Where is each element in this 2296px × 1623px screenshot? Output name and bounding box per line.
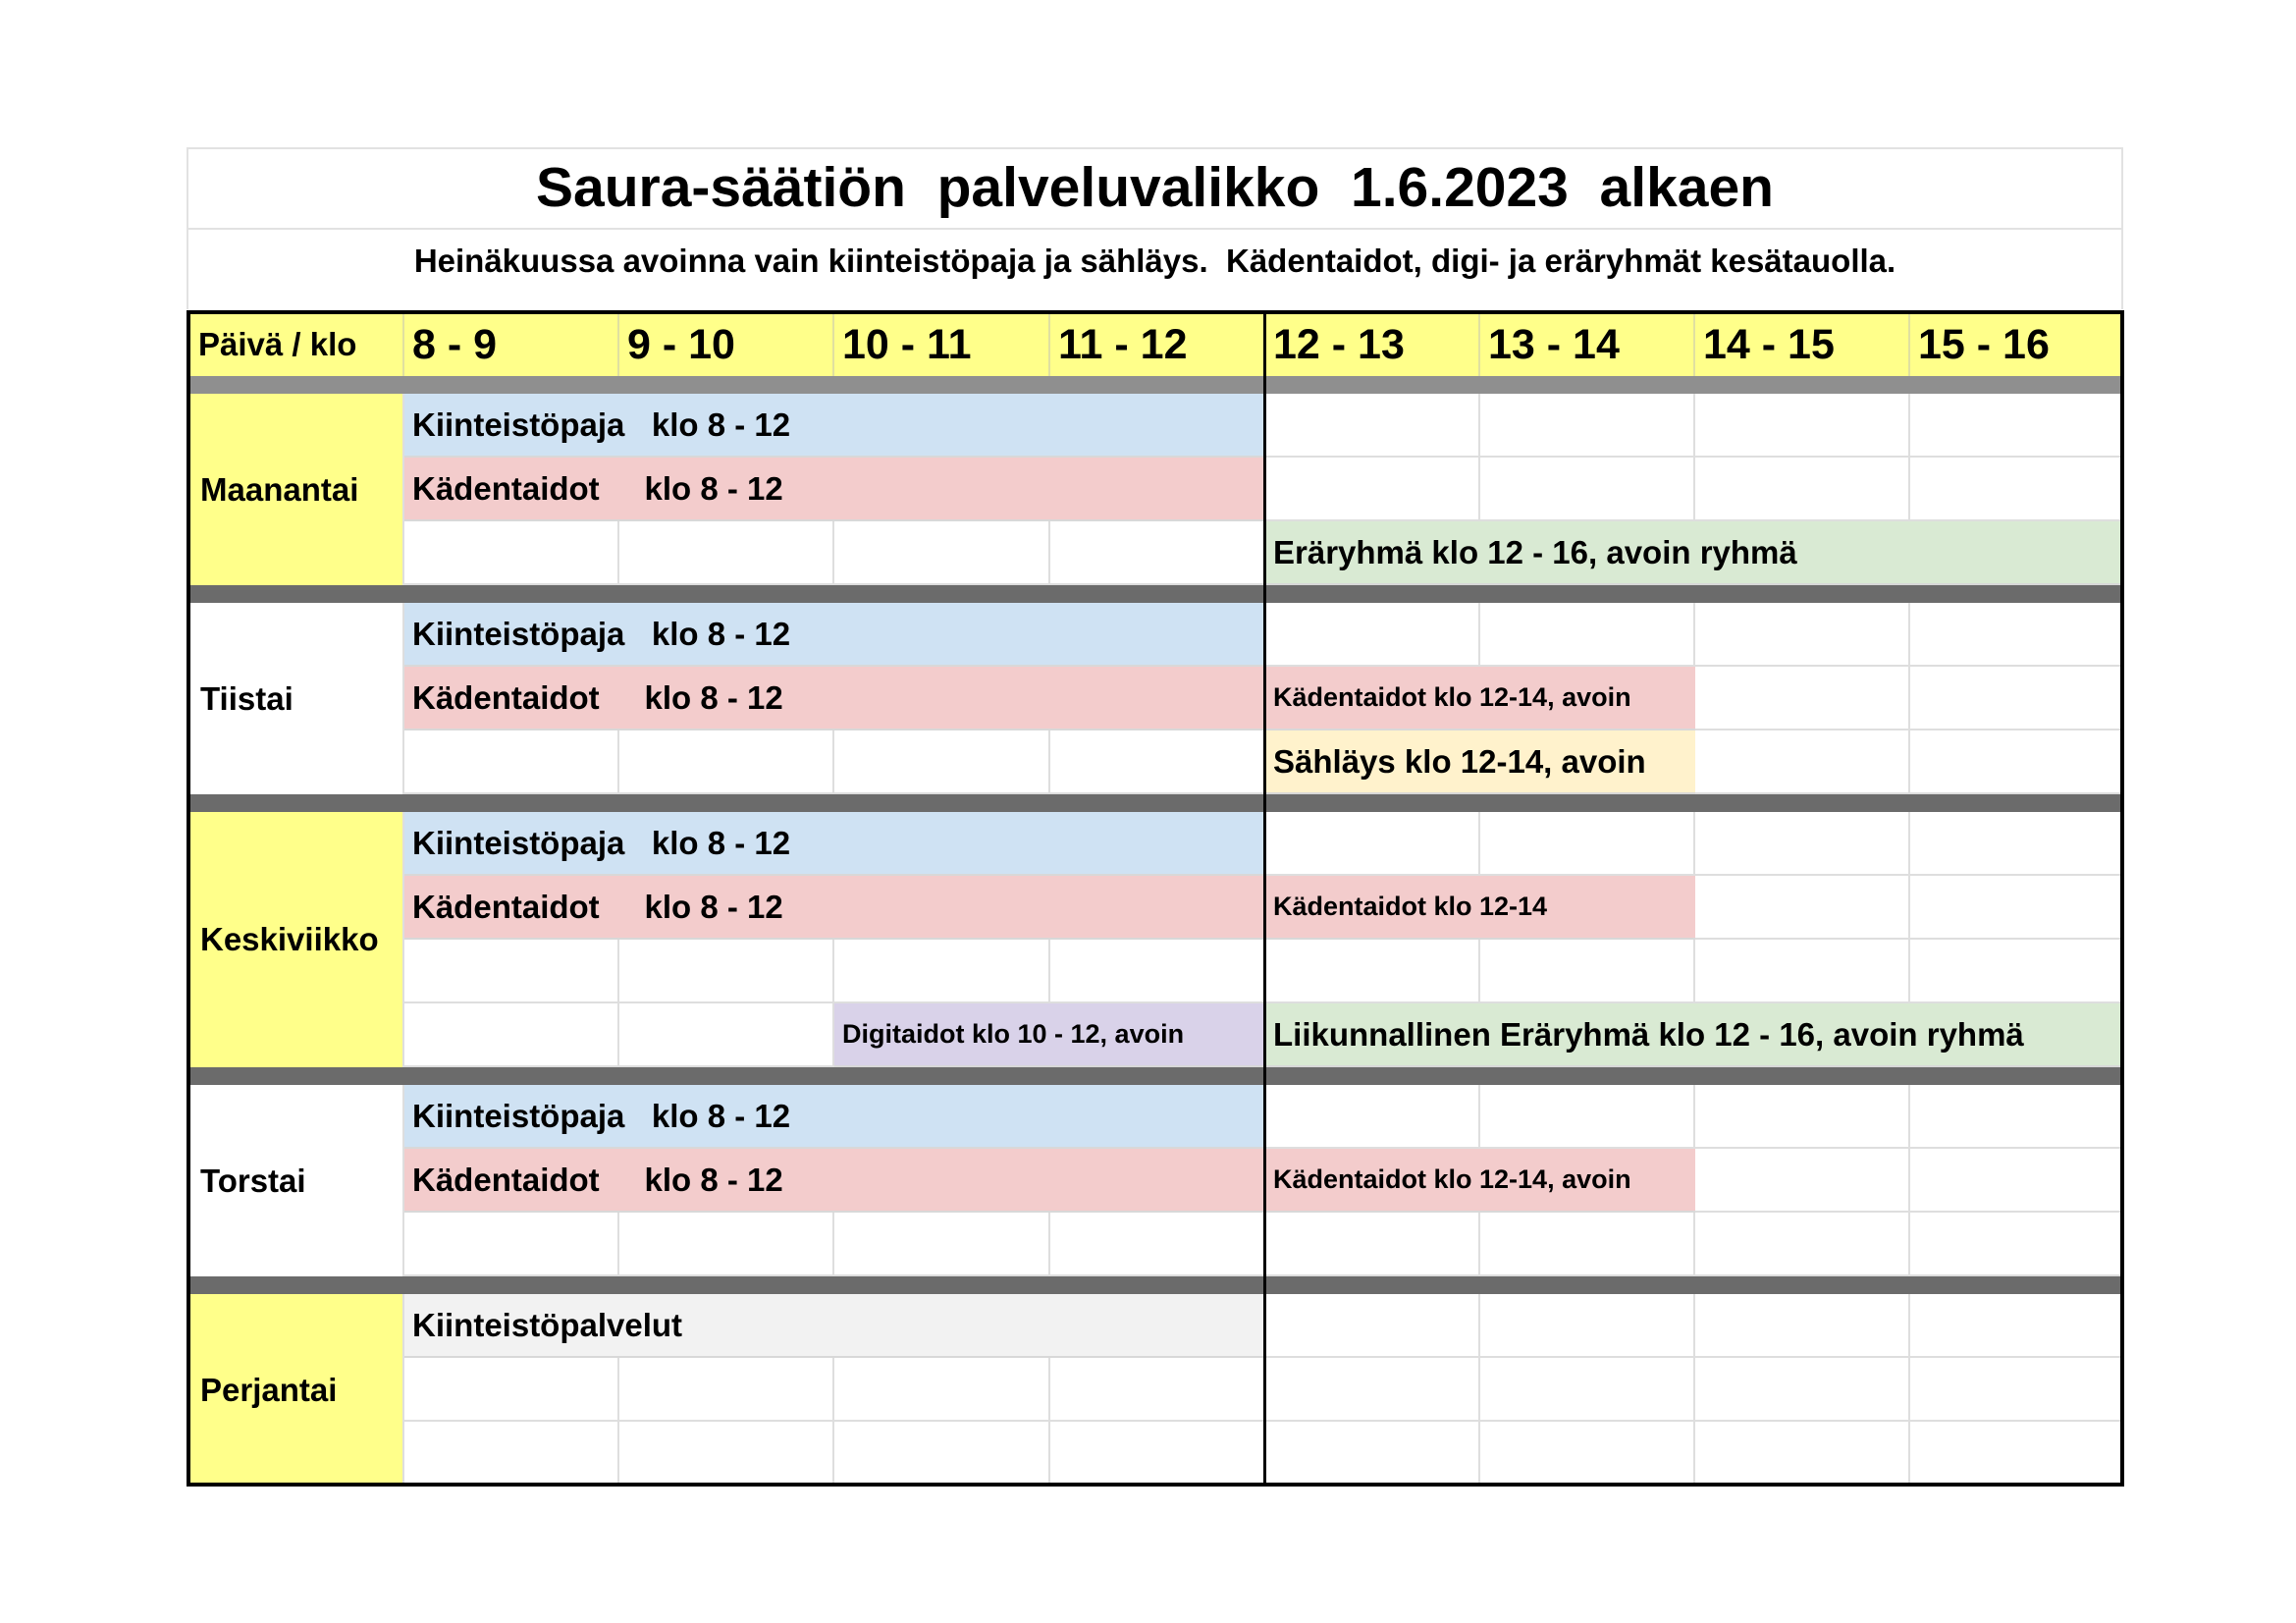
grid-cell [1265,812,1480,876]
grid-cell [834,940,1050,1003]
header-slot: 10 - 11 [834,313,1050,376]
grid-cell [1265,458,1480,521]
grid-cell [1050,730,1265,794]
schedule-event: Kädentaidot klo 12-14, avoin [1265,667,1695,730]
grid-cell [1695,730,1910,794]
day-separator [188,585,2122,603]
schedule-event: Kädentaidot klo 8 - 12 [404,876,1265,940]
grid-cell [1910,1149,2122,1213]
grid-cell [1265,940,1480,1003]
grid-cell [1265,1358,1480,1422]
noon-divider [1263,312,1266,1485]
grid-cell [1910,603,2122,667]
grid-cell [404,1213,619,1276]
grid-cell [1910,394,2122,458]
grid-cell [1050,940,1265,1003]
day-separator [188,794,2122,812]
schedule-event: Kädentaidot klo 8 - 12 [404,1149,1265,1213]
grid-cell [1695,394,1910,458]
schedule-event: Kiinteistöpaja klo 8 - 12 [404,1085,1265,1149]
grid-cell [834,1358,1050,1422]
grid-cell [1050,1358,1265,1422]
day-label: Tiistai [200,679,294,717]
grid-cell [1695,1213,1910,1276]
grid-cell [1695,1294,1910,1358]
grid-cell [1695,1149,1910,1213]
schedule-event: Digitaidot klo 10 - 12, avoin [834,1003,1265,1067]
grid-cell [1265,1085,1480,1149]
header-slot: 13 - 14 [1480,313,1695,376]
schedule-event: Kiinteistöpalvelut [404,1294,1265,1358]
grid-cell [1480,812,1695,876]
day-label: Keskiviikko [200,921,379,957]
day-label: Perjantai [200,1371,338,1408]
grid-cell [404,1358,619,1422]
grid-cell [1050,1213,1265,1276]
day-separator [188,1067,2122,1085]
grid-cell [1695,876,1910,940]
grid-cell [834,1213,1050,1276]
grid-cell [404,1422,619,1486]
grid-cell [834,1422,1050,1486]
header-slot: 15 - 16 [1910,313,2122,376]
day-cell-tiistai [188,603,404,794]
grid-cell [1480,1213,1695,1276]
schedule-event: Liikunnallinen Eräryhmä klo 12 - 16, avoin ryhmä [1265,1003,2122,1067]
grid-cell [1265,1294,1480,1358]
grid-cell [619,730,834,794]
day-separator [188,376,2122,394]
grid-cell [1910,812,2122,876]
grid-cell [1910,1358,2122,1422]
grid-cell [1695,812,1910,876]
grid-cell [619,1003,834,1067]
grid-cell [619,1213,834,1276]
grid-cell [1480,1358,1695,1422]
grid-cell [404,521,619,585]
grid-cell [1480,603,1695,667]
grid-cell [1480,940,1695,1003]
header-slot: 12 - 13 [1265,313,1480,376]
grid-cell [619,1422,834,1486]
grid-cell [1910,1294,2122,1358]
header-slot: 9 - 10 [619,313,834,376]
grid-cell [1695,1085,1910,1149]
grid-cell [404,940,619,1003]
grid-cell [1910,730,2122,794]
grid-cell [1265,394,1480,458]
grid-cell [1265,603,1480,667]
grid-cell [1265,1422,1480,1486]
grid-cell [1910,667,2122,730]
header-slot: 14 - 15 [1695,313,1910,376]
grid-cell [1050,521,1265,585]
day-label: Torstai [200,1162,306,1199]
grid-cell [1910,458,2122,521]
grid-cell [1695,603,1910,667]
schedule-event: Kiinteistöpaja klo 8 - 12 [404,603,1265,667]
schedule-event: Sähläys klo 12-14, avoin [1265,730,1695,794]
grid-cell [1695,458,1910,521]
page-subtitle: Heinäkuussa avoinna vain kiinteistöpaja ja sähläys. Kädentaidot, digi- ja eräryhmät kesätauolla. [413,243,1896,279]
day-cell-keskiviikko [188,812,404,1067]
grid-cell [1480,458,1695,521]
grid-cell [1480,1422,1695,1486]
day-label: Maanantai [200,470,359,508]
grid-cell [619,521,834,585]
grid-cell [1050,1422,1265,1486]
grid-cell [1910,1085,2122,1149]
grid-cell [619,1358,834,1422]
day-cell-maanantai [188,394,404,585]
grid-cell [1910,1422,2122,1486]
grid-cell [834,730,1050,794]
grid-cell [834,521,1050,585]
grid-cell [1480,1294,1695,1358]
schedule-event: Eräryhmä klo 12 - 16, avoin ryhmä [1265,521,2122,585]
grid-cell [1695,940,1910,1003]
schedule-event: Kädentaidot klo 8 - 12 [404,667,1265,730]
day-cell-torstai [188,1085,404,1276]
schedule-event: Kiinteistöpaja klo 8 - 12 [404,812,1265,876]
grid-cell [1695,667,1910,730]
grid-cell [404,730,619,794]
header-slot: 8 - 9 [404,313,619,376]
page-title: Saura-säätiön palveluvalikko 1.6.2023 alkaen [187,147,2123,230]
schedule-event: Kiinteistöpaja klo 8 - 12 [404,394,1265,458]
grid-cell [1910,876,2122,940]
grid-cell [1480,394,1695,458]
grid-cell [1910,940,2122,1003]
grid-cell [1265,1213,1480,1276]
header-day-label: Päivä / klo [188,313,404,376]
day-separator [188,1276,2122,1294]
grid-cell [619,940,834,1003]
schedule-event: Kädentaidot klo 12-14, avoin [1265,1149,1695,1213]
grid-cell [1695,1358,1910,1422]
schedule-event: Kädentaidot klo 8 - 12 [404,458,1265,521]
grid-cell [404,1003,619,1067]
grid-cell [1695,1422,1910,1486]
grid-cell [1910,1213,2122,1276]
grid-cell [1480,1085,1695,1149]
header-slot: 11 - 12 [1050,313,1265,376]
day-cell-perjantai [188,1294,404,1486]
schedule-event: Kädentaidot klo 12-14 [1265,876,1695,940]
